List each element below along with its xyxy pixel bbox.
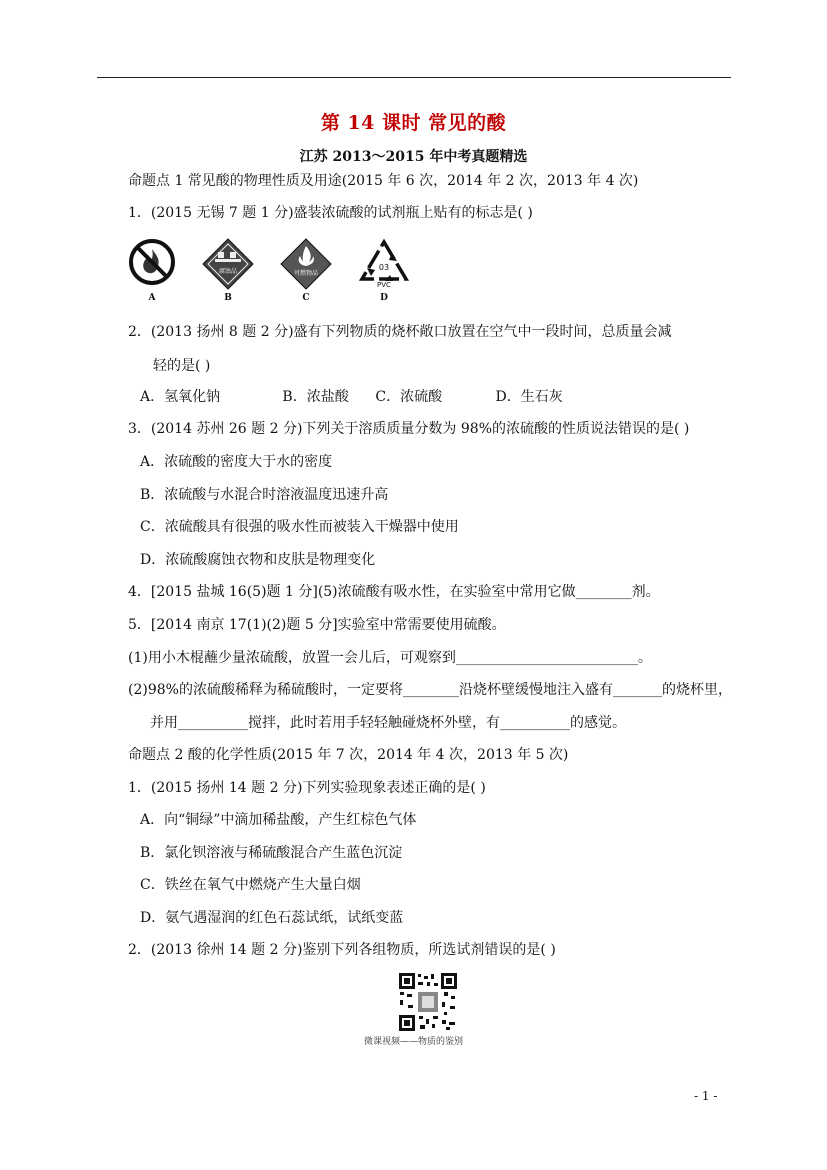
recycle-sub: PVC: [377, 281, 391, 287]
s1-q3-opt-b: B．浓硫酸与水混合时溶液温度迅速升高: [140, 487, 389, 503]
warning-icons: [124, 237, 424, 312]
qr-code-icon[interactable]: [398, 972, 458, 1032]
recycle-code: 03: [378, 263, 390, 272]
s2-q1-opt-d: D．氨气遇湿润的红色石蕊试纸，试纸变蓝: [140, 910, 404, 926]
icon-letter-a: A: [148, 293, 156, 303]
s2-q2-stem: 2．(2013 徐州 14 题 2 分)鉴别下列各组物质，所选试剂错误的是( ): [128, 942, 556, 958]
s1-q3-opt-d: D．浓硫酸腐蚀衣物和皮肤是物理变化: [140, 552, 376, 568]
page-subtitle: 江苏 2013～2015 年中考真题精选: [299, 149, 528, 165]
icon-letter-c: C: [302, 293, 310, 303]
s1-q3-stem: 3．(2014 苏州 26 题 2 分)下列关于溶质质量分数为 98%的浓硫酸的性质说法错误的是( ): [128, 421, 690, 437]
s1-q1-stem: 1．(2015 无锡 7 题 1 分)盛装浓硫酸的试剂瓶上贴有的标志是( ): [128, 205, 533, 221]
s1-q2-options: A．氢氧化钠 B．浓盐酸 C．浓硫酸 D．生石灰: [140, 389, 563, 405]
s1-q3-opt-a: A．浓硫酸的密度大于水的密度: [140, 454, 333, 470]
s2-q1-opt-c: C．铁丝在氧气中燃烧产生大量白烟: [140, 877, 361, 893]
s1-q2-stem1: 2．(2013 扬州 8 题 2 分)盛有下列物质的烧杯敞口放置在空气中一段时间，总质量会减: [128, 324, 672, 340]
flammable-icon: [278, 237, 334, 307]
s1-q5-p2a: (2)98%的浓硫酸稀释为稀硫酸时，一定要将________沿烧杯壁缓慢地注入盛有_______的烧杯里，: [128, 682, 732, 698]
recycle-icon: [356, 237, 412, 307]
page-title: 第 14 课时 常见的酸: [320, 112, 507, 134]
s2-q1-opt-b: B．氯化钡溶液与稀硫酸混合产生蓝色沉淀: [140, 845, 403, 861]
s1-q5-stem: 5．[2014 南京 17(1)(2)题 5 分]实验室中常需要使用硫酸。: [128, 617, 506, 633]
s2-q1-opt-a: A．向“铜绿”中滴加稀盐酸，产生红棕色气体: [140, 812, 417, 828]
no-fire-icon: [124, 237, 180, 307]
section2-heading: 命题点 2 酸的化学性质(2015 年 7 次，2014 年 4 次，2013 年 5 次): [128, 747, 569, 763]
corrosive-text: 腐蚀品: [218, 268, 238, 275]
flammable-text: 可燃物品: [293, 270, 319, 277]
icon-letter-b: B: [224, 293, 232, 303]
s1-q5-p1: (1)用小木棍蘸少量浓硫酸，放置一会儿后，可观察到__________________________。: [128, 650, 652, 666]
s1-q2-stem2: 轻的是( ): [153, 358, 211, 374]
s1-q5-p2b: 并用__________搅拌，此时若用手轻轻触碰烧杯外壁，有__________的感觉。: [150, 715, 626, 731]
page-number: - 1 -: [694, 1089, 718, 1103]
section1-heading: 命题点 1 常见酸的物理性质及用途(2015 年 6 次，2014 年 2 次，2013 年 4 次): [128, 173, 639, 189]
qr-caption: 微课视频——物质的鉴别: [363, 1037, 463, 1047]
header-rule: [97, 77, 731, 78]
s2-q1-stem: 1．(2015 扬州 14 题 2 分)下列实验现象表述正确的是( ): [128, 780, 486, 796]
s1-q4: 4．[2015 盐城 16(5)题 1 分](5)浓硫酸有吸水性，在实验室中常用它做________剂。: [128, 584, 660, 600]
corrosive-icon: [200, 237, 256, 307]
icon-letter-d: D: [380, 293, 388, 303]
s1-q3-opt-c: C．浓硫酸具有很强的吸水性而被装入干燥器中使用: [140, 519, 459, 535]
